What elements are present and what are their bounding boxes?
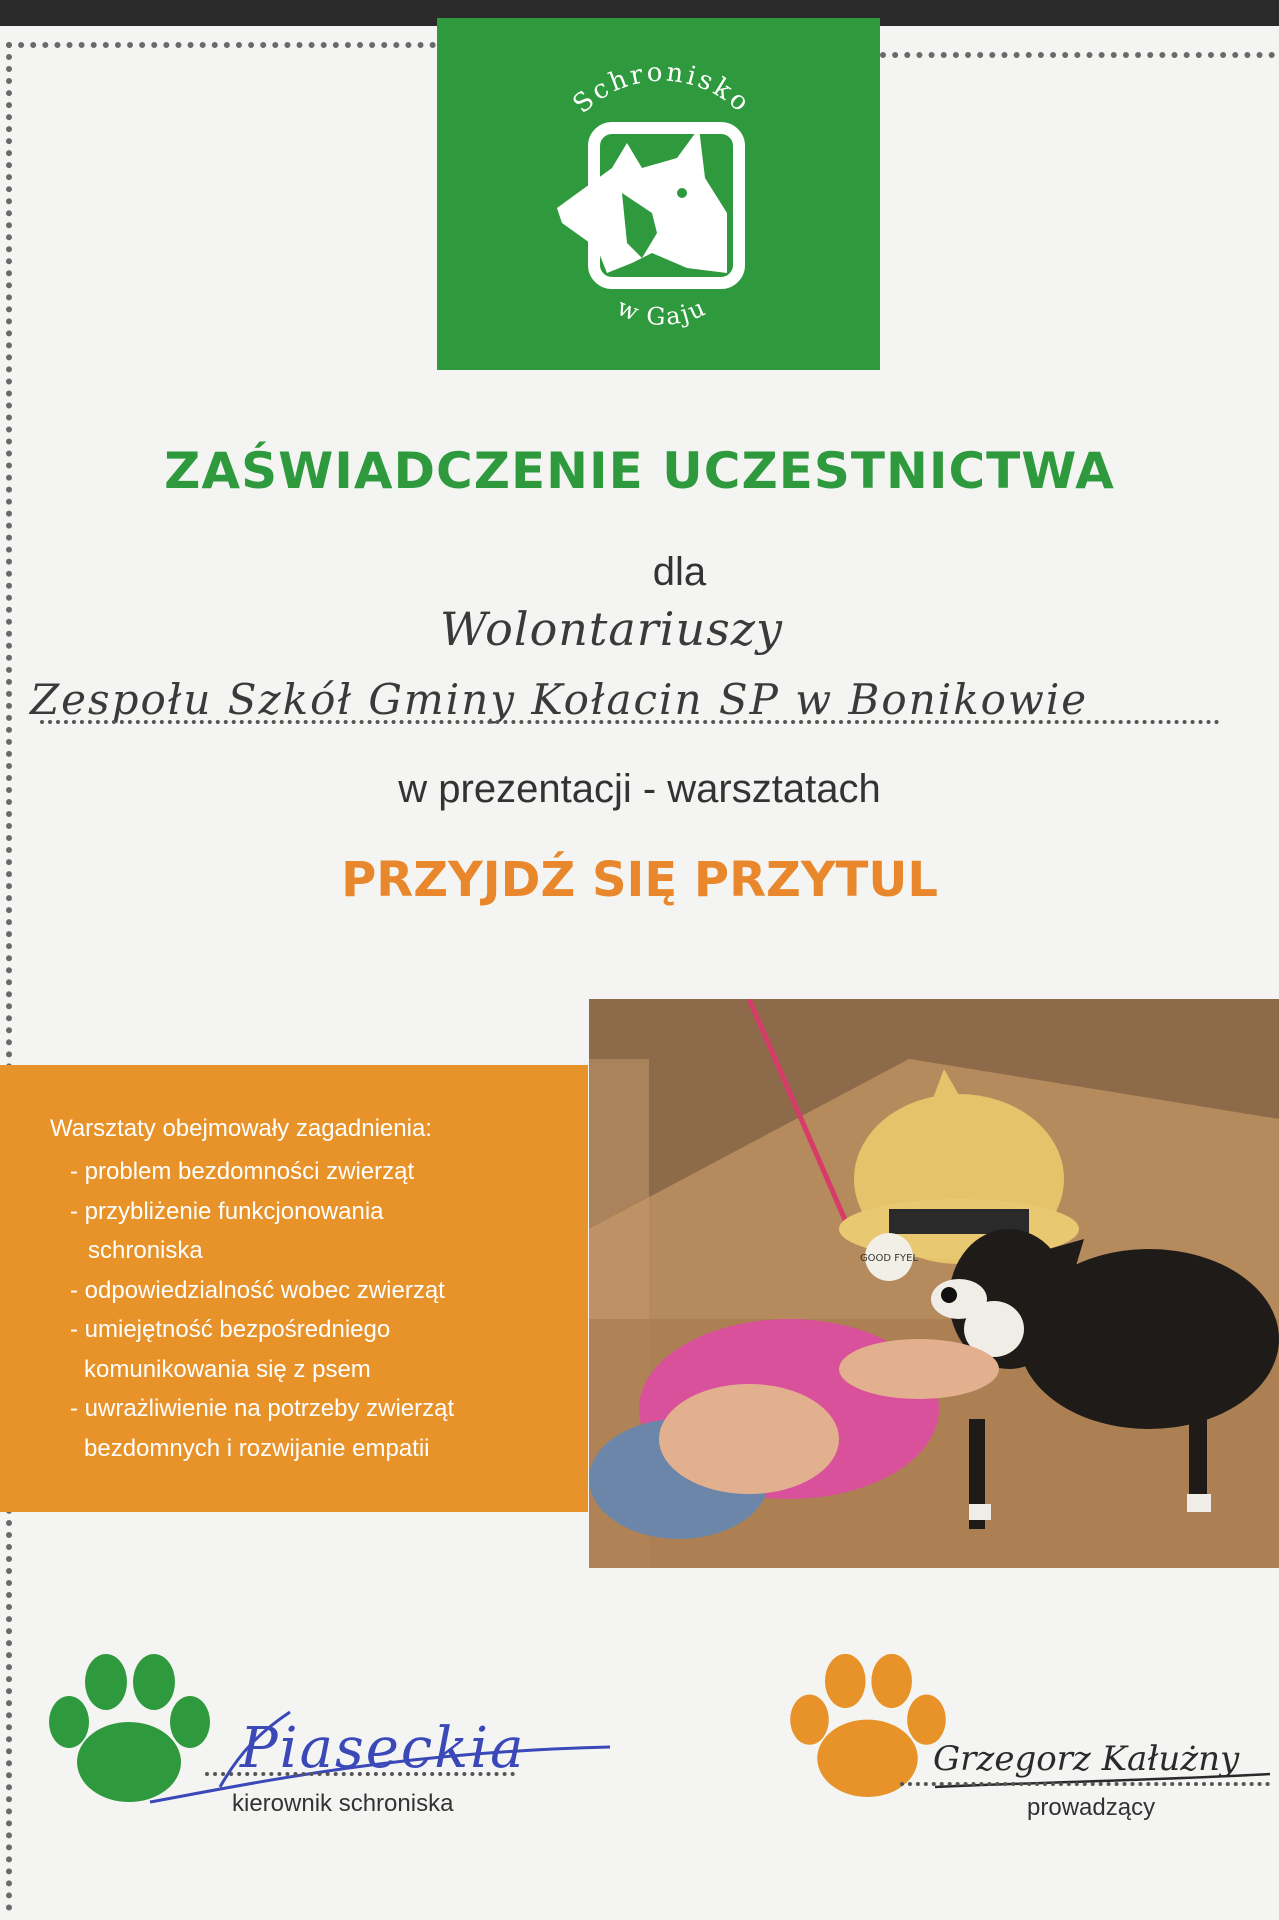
certificate-page	[0, 12, 1279, 1920]
workshop-topic: bezdomnych i rozwijanie empatii	[84, 1434, 430, 1462]
manager-role-label: kierownik schroniska	[232, 1790, 454, 1817]
workshop-heading: Warsztaty obejmowały zagadnienia:	[50, 1115, 432, 1142]
recipient-handwritten-line2: Zespołu Szkół Gminy Kołacin SP w Bonikowie	[30, 675, 1089, 724]
workshop-topic: komunikowania się z psem	[84, 1355, 371, 1383]
workshop-topic: - umiejętność bezpośredniego	[70, 1316, 391, 1343]
svg-text:Schronisko	[567, 57, 756, 119]
logo-text-top: Schronisko	[567, 57, 757, 120]
svg-text:w Gaju	[613, 293, 711, 331]
workshop-topic: - uwrażliwienie na potrzeby zwierząt	[70, 1395, 455, 1422]
host-signature	[925, 1712, 1275, 1802]
child-hugging-dog-photo	[589, 999, 1279, 1568]
manager-signature-line	[205, 1772, 515, 1776]
host-signature-text: Grzegorz Kałużny	[933, 1739, 1240, 1779]
host-role-label: prowadzący	[1027, 1794, 1156, 1821]
recipient-handwritten-line1: Wolontariuszy	[440, 602, 783, 656]
for-label: dla	[652, 550, 707, 594]
workshop-topic: schroniska	[88, 1237, 203, 1264]
workshop-topic: - przybliżenie funkcjonowania	[70, 1197, 384, 1225]
logo-text-bottom: w Gaju	[613, 292, 711, 332]
shelter-logo	[437, 18, 880, 370]
dog-cat-logo-icon	[437, 18, 880, 370]
workshop-topics-list	[70, 1152, 454, 1468]
workshop-topic: - problem bezdomności zwierząt	[70, 1158, 415, 1185]
photo-badge-text: GOOD FYEL	[859, 1253, 919, 1264]
host-signature-line	[900, 1782, 1270, 1786]
event-name: PRZYJDŹ SIĘ PRZYTUL	[341, 852, 938, 908]
dotted-border-top-right	[880, 52, 1275, 58]
dotted-border-top-left	[6, 42, 436, 56]
manager-signature-text: Piaseckia	[240, 1716, 526, 1781]
workshop-topic: - odpowiedzialność wobec zwierząt	[70, 1276, 445, 1304]
recipient-dotted-line	[40, 720, 1220, 724]
dotted-border-left	[6, 42, 12, 1912]
certificate-title: ZAŚWIADCZENIE UCZESTNICTWA	[164, 442, 1115, 500]
event-label: w prezentacji - warsztatach	[398, 767, 881, 811]
